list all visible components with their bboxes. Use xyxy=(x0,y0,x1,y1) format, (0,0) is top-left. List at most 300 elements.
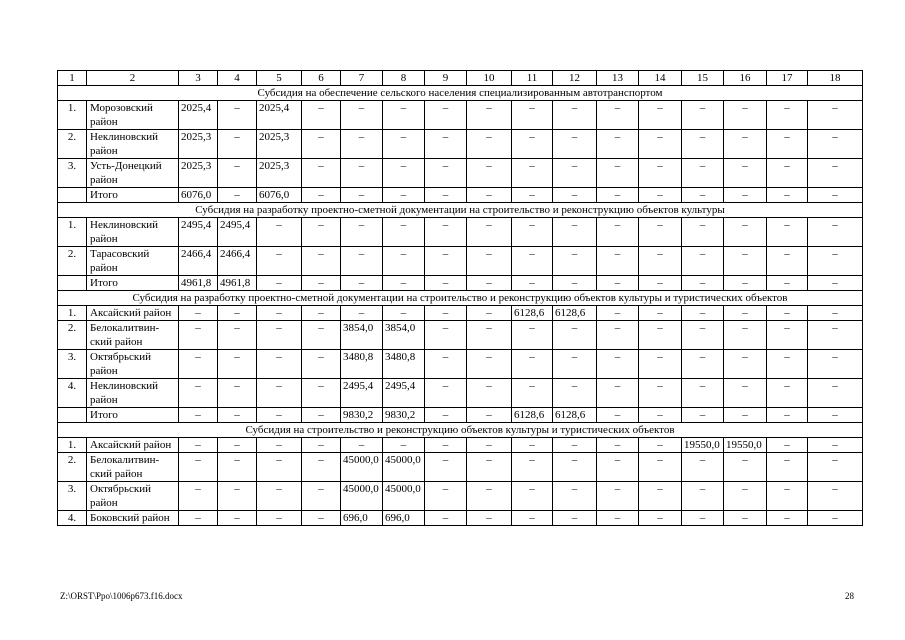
value-cell: – xyxy=(553,511,597,526)
value-cell: – xyxy=(767,218,808,247)
value-cell: – xyxy=(467,130,512,159)
column-number-cell: 4 xyxy=(218,71,257,86)
value-cell: – xyxy=(553,276,597,291)
value-cell: – xyxy=(218,482,257,511)
value-cell: 2025,3 xyxy=(179,159,218,188)
column-number-cell: 17 xyxy=(767,71,808,86)
value-cell: – xyxy=(724,276,767,291)
value-cell: – xyxy=(639,159,682,188)
value-cell: – xyxy=(302,159,341,188)
row-number-cell: 1. xyxy=(58,218,87,247)
value-cell: – xyxy=(512,350,553,379)
district-name-cell: Октябрьский район xyxy=(87,350,179,379)
value-cell: – xyxy=(553,218,597,247)
value-cell: – xyxy=(341,159,383,188)
page-number: 28 xyxy=(845,591,854,601)
district-name-cell: Аксайский район xyxy=(87,306,179,321)
value-cell: – xyxy=(767,130,808,159)
value-cell: – xyxy=(383,247,425,276)
value-cell: – xyxy=(767,453,808,482)
value-cell: – xyxy=(425,453,467,482)
value-cell: – xyxy=(512,321,553,350)
district-name-cell: Аксайский район xyxy=(87,438,179,453)
value-cell: – xyxy=(218,101,257,130)
section-title-row xyxy=(58,423,863,438)
value-cell: – xyxy=(425,276,467,291)
value-cell: – xyxy=(767,159,808,188)
value-cell: – xyxy=(597,511,639,526)
value-cell: – xyxy=(218,321,257,350)
value-cell: – xyxy=(425,511,467,526)
value-cell: – xyxy=(383,218,425,247)
value-cell: – xyxy=(767,101,808,130)
value-cell: – xyxy=(639,408,682,423)
value-cell: – xyxy=(808,408,863,423)
value-cell: 3480,8 xyxy=(383,350,425,379)
value-cell: – xyxy=(383,188,425,203)
value-cell: – xyxy=(218,511,257,526)
value-cell: – xyxy=(724,101,767,130)
value-cell: 19550,0 xyxy=(724,438,767,453)
value-cell: 45000,0 xyxy=(341,482,383,511)
value-cell: – xyxy=(302,438,341,453)
total-row xyxy=(58,188,863,203)
value-cell: – xyxy=(425,247,467,276)
section-title-row xyxy=(58,291,863,306)
value-cell: – xyxy=(724,408,767,423)
file-path: Z:\ORST\Ppo\1006p673.f16.docx xyxy=(60,591,183,601)
value-cell: – xyxy=(425,130,467,159)
value-cell: – xyxy=(425,438,467,453)
value-cell: 6128,6 xyxy=(553,306,597,321)
value-cell: – xyxy=(597,247,639,276)
row-number-cell: 1. xyxy=(58,306,87,321)
section-title: Субсидия на обеспечение сельского населения специализированным автотранспортом xyxy=(58,86,863,101)
value-cell: – xyxy=(808,379,863,408)
value-cell: – xyxy=(808,482,863,511)
value-cell: – xyxy=(639,511,682,526)
value-cell: – xyxy=(425,218,467,247)
value-cell: – xyxy=(302,408,341,423)
value-cell: – xyxy=(597,350,639,379)
value-cell: – xyxy=(808,247,863,276)
row-number-cell: 4. xyxy=(58,379,87,408)
value-cell: – xyxy=(302,101,341,130)
table-row xyxy=(58,379,863,408)
value-cell: – xyxy=(341,130,383,159)
value-cell: 2025,4 xyxy=(257,101,302,130)
column-number-cell: 13 xyxy=(597,71,639,86)
value-cell: – xyxy=(553,188,597,203)
value-cell: 4961,8 xyxy=(179,276,218,291)
value-cell: – xyxy=(553,247,597,276)
row-number-cell: 1. xyxy=(58,101,87,130)
value-cell: – xyxy=(218,438,257,453)
value-cell: – xyxy=(682,159,724,188)
table-row xyxy=(58,101,863,130)
value-cell: – xyxy=(257,247,302,276)
value-cell: – xyxy=(302,306,341,321)
value-cell: – xyxy=(767,482,808,511)
value-cell: – xyxy=(383,101,425,130)
value-cell: – xyxy=(639,306,682,321)
district-name-cell: Морозовский район xyxy=(87,101,179,130)
value-cell: – xyxy=(257,379,302,408)
value-cell: 2495,4 xyxy=(341,379,383,408)
value-cell: – xyxy=(383,130,425,159)
value-cell: – xyxy=(341,438,383,453)
value-cell: – xyxy=(425,408,467,423)
value-cell: 45000,0 xyxy=(383,453,425,482)
value-cell: 6076,0 xyxy=(257,188,302,203)
column-number-cell: 10 xyxy=(467,71,512,86)
value-cell: – xyxy=(597,438,639,453)
value-cell: – xyxy=(597,218,639,247)
value-cell: – xyxy=(218,188,257,203)
column-number-cell: 2 xyxy=(87,71,179,86)
value-cell: – xyxy=(467,453,512,482)
value-cell: – xyxy=(512,482,553,511)
district-name-cell: Тарасовский район xyxy=(87,247,179,276)
column-number-cell: 7 xyxy=(341,71,383,86)
value-cell: – xyxy=(553,482,597,511)
value-cell: – xyxy=(808,511,863,526)
value-cell: – xyxy=(179,453,218,482)
row-number-cell: 3. xyxy=(58,482,87,511)
row-number-cell: 1. xyxy=(58,438,87,453)
value-cell: – xyxy=(467,482,512,511)
value-cell: – xyxy=(467,379,512,408)
value-cell: – xyxy=(218,350,257,379)
value-cell: – xyxy=(724,453,767,482)
value-cell: – xyxy=(257,218,302,247)
value-cell: – xyxy=(425,350,467,379)
value-cell: – xyxy=(218,159,257,188)
table-row xyxy=(58,159,863,188)
district-name-cell: Усть-Донецкий район xyxy=(87,159,179,188)
value-cell: – xyxy=(179,408,218,423)
value-cell: – xyxy=(302,247,341,276)
value-cell: – xyxy=(808,453,863,482)
value-cell: – xyxy=(639,453,682,482)
value-cell: – xyxy=(639,101,682,130)
value-cell: – xyxy=(512,438,553,453)
value-cell: – xyxy=(179,306,218,321)
value-cell: – xyxy=(597,130,639,159)
value-cell: – xyxy=(639,482,682,511)
total-row xyxy=(58,408,863,423)
value-cell: – xyxy=(179,511,218,526)
column-number-cell: 5 xyxy=(257,71,302,86)
value-cell: – xyxy=(553,453,597,482)
value-cell: – xyxy=(302,379,341,408)
value-cell: – xyxy=(467,159,512,188)
value-cell: – xyxy=(597,101,639,130)
value-cell: 2025,3 xyxy=(179,130,218,159)
value-cell: – xyxy=(808,276,863,291)
value-cell: – xyxy=(425,188,467,203)
value-cell: – xyxy=(553,321,597,350)
value-cell: 2466,4 xyxy=(218,247,257,276)
value-cell: – xyxy=(179,379,218,408)
value-cell: – xyxy=(682,482,724,511)
value-cell: – xyxy=(639,247,682,276)
value-cell: – xyxy=(302,350,341,379)
value-cell: – xyxy=(724,247,767,276)
value-cell: 45000,0 xyxy=(341,453,383,482)
value-cell: – xyxy=(639,379,682,408)
value-cell: – xyxy=(682,188,724,203)
value-cell: – xyxy=(425,379,467,408)
column-number-cell: 14 xyxy=(639,71,682,86)
value-cell: – xyxy=(639,218,682,247)
value-cell: – xyxy=(218,379,257,408)
value-cell: – xyxy=(682,306,724,321)
value-cell: – xyxy=(767,321,808,350)
value-cell: 2495,4 xyxy=(179,218,218,247)
section-title-row xyxy=(58,86,863,101)
value-cell: 2495,4 xyxy=(218,218,257,247)
column-number-cell: 9 xyxy=(425,71,467,86)
value-cell: 3480,8 xyxy=(341,350,383,379)
column-number-cell: 18 xyxy=(808,71,863,86)
district-name-cell: Белокалитвин-ский район xyxy=(87,453,179,482)
value-cell: – xyxy=(682,247,724,276)
value-cell: – xyxy=(257,321,302,350)
value-cell: – xyxy=(218,130,257,159)
value-cell: – xyxy=(425,482,467,511)
district-name-cell: Итого xyxy=(87,408,179,423)
value-cell: – xyxy=(639,276,682,291)
value-cell: 6128,6 xyxy=(553,408,597,423)
column-number-cell: 6 xyxy=(302,71,341,86)
value-cell: 6128,6 xyxy=(512,408,553,423)
column-number-row xyxy=(58,71,863,86)
value-cell: – xyxy=(553,438,597,453)
value-cell: – xyxy=(383,276,425,291)
value-cell: – xyxy=(808,101,863,130)
district-name-cell: Итого xyxy=(87,188,179,203)
value-cell: – xyxy=(341,247,383,276)
district-name-cell: Неклиновский район xyxy=(87,130,179,159)
table-row xyxy=(58,130,863,159)
section-title-row xyxy=(58,203,863,218)
value-cell: – xyxy=(257,438,302,453)
value-cell: – xyxy=(467,350,512,379)
value-cell: 4961,8 xyxy=(218,276,257,291)
value-cell: – xyxy=(724,130,767,159)
value-cell: – xyxy=(341,306,383,321)
value-cell: – xyxy=(808,218,863,247)
column-number-cell: 3 xyxy=(179,71,218,86)
value-cell: – xyxy=(512,247,553,276)
section-title: Субсидия на разработку проектно-сметной документации на строительство и реконструкцию объектов культуры xyxy=(58,203,863,218)
value-cell: – xyxy=(302,321,341,350)
value-cell: – xyxy=(682,101,724,130)
row-number-cell xyxy=(58,276,87,291)
row-number-cell: 2. xyxy=(58,247,87,276)
value-cell: 3854,0 xyxy=(341,321,383,350)
value-cell: – xyxy=(257,350,302,379)
value-cell: – xyxy=(302,453,341,482)
value-cell: – xyxy=(682,130,724,159)
value-cell: – xyxy=(425,101,467,130)
value-cell: – xyxy=(257,276,302,291)
row-number-cell: 3. xyxy=(58,350,87,379)
table-body xyxy=(58,71,863,526)
value-cell: – xyxy=(597,408,639,423)
value-cell: – xyxy=(597,482,639,511)
value-cell: – xyxy=(512,130,553,159)
value-cell: – xyxy=(639,321,682,350)
value-cell: – xyxy=(597,379,639,408)
value-cell: – xyxy=(724,379,767,408)
value-cell: – xyxy=(682,511,724,526)
table-row xyxy=(58,482,863,511)
value-cell: – xyxy=(218,408,257,423)
value-cell: – xyxy=(724,159,767,188)
column-number-cell: 11 xyxy=(512,71,553,86)
value-cell: – xyxy=(302,511,341,526)
value-cell: – xyxy=(257,511,302,526)
value-cell: – xyxy=(179,321,218,350)
value-cell: – xyxy=(467,101,512,130)
total-row xyxy=(58,276,863,291)
value-cell: 6076,0 xyxy=(179,188,218,203)
table-row xyxy=(58,453,863,482)
district-name-cell: Октябрьский район xyxy=(87,482,179,511)
value-cell: – xyxy=(553,159,597,188)
value-cell: – xyxy=(808,188,863,203)
value-cell: – xyxy=(724,321,767,350)
column-number-cell: 1 xyxy=(58,71,87,86)
value-cell: – xyxy=(808,350,863,379)
value-cell: – xyxy=(553,379,597,408)
value-cell: – xyxy=(767,438,808,453)
value-cell: – xyxy=(425,321,467,350)
value-cell: 2025,3 xyxy=(257,130,302,159)
value-cell: – xyxy=(341,188,383,203)
column-number-cell: 16 xyxy=(724,71,767,86)
section-title: Субсидия на строительство и реконструкцию объектов культуры и туристических объектов xyxy=(58,423,863,438)
value-cell: 19550,0 xyxy=(682,438,724,453)
value-cell: – xyxy=(512,453,553,482)
value-cell: 2025,3 xyxy=(257,159,302,188)
value-cell: – xyxy=(512,159,553,188)
row-number-cell: 2. xyxy=(58,321,87,350)
value-cell: – xyxy=(467,511,512,526)
value-cell: – xyxy=(302,188,341,203)
value-cell: – xyxy=(553,350,597,379)
value-cell: – xyxy=(467,321,512,350)
value-cell: 2495,4 xyxy=(383,379,425,408)
value-cell: 2466,4 xyxy=(179,247,218,276)
value-cell: – xyxy=(767,511,808,526)
value-cell: 9830,2 xyxy=(383,408,425,423)
value-cell: – xyxy=(767,188,808,203)
value-cell: – xyxy=(724,482,767,511)
value-cell: – xyxy=(553,101,597,130)
value-cell: – xyxy=(767,350,808,379)
row-number-cell: 4. xyxy=(58,511,87,526)
value-cell: – xyxy=(257,453,302,482)
value-cell: – xyxy=(682,276,724,291)
value-cell: – xyxy=(257,306,302,321)
value-cell: – xyxy=(597,188,639,203)
value-cell: 696,0 xyxy=(383,511,425,526)
value-cell: – xyxy=(808,306,863,321)
subsidy-table xyxy=(57,70,863,526)
value-cell: – xyxy=(682,321,724,350)
value-cell: – xyxy=(597,159,639,188)
row-number-cell: 2. xyxy=(58,453,87,482)
value-cell: – xyxy=(467,247,512,276)
value-cell: – xyxy=(512,276,553,291)
table-row xyxy=(58,306,863,321)
row-number-cell xyxy=(58,188,87,203)
table-row xyxy=(58,321,863,350)
column-number-cell: 12 xyxy=(553,71,597,86)
value-cell: – xyxy=(512,511,553,526)
value-cell: – xyxy=(724,218,767,247)
value-cell: – xyxy=(302,482,341,511)
value-cell: – xyxy=(302,276,341,291)
table-row xyxy=(58,511,863,526)
value-cell: – xyxy=(639,130,682,159)
value-cell: – xyxy=(512,218,553,247)
value-cell: – xyxy=(808,321,863,350)
value-cell: – xyxy=(724,350,767,379)
value-cell: 45000,0 xyxy=(383,482,425,511)
section-title: Субсидия на разработку проектно-сметной документации на строительство и реконструкцию объектов культуры и туристических объектов xyxy=(58,291,863,306)
value-cell: – xyxy=(639,350,682,379)
value-cell: – xyxy=(383,438,425,453)
value-cell: 6128,6 xyxy=(512,306,553,321)
row-number-cell: 2. xyxy=(58,130,87,159)
table-row xyxy=(58,438,863,453)
value-cell: – xyxy=(767,379,808,408)
value-cell: – xyxy=(467,438,512,453)
value-cell: – xyxy=(467,306,512,321)
value-cell: – xyxy=(682,350,724,379)
district-name-cell: Неклиновский район xyxy=(87,218,179,247)
value-cell: – xyxy=(682,218,724,247)
row-number-cell xyxy=(58,408,87,423)
value-cell: – xyxy=(767,408,808,423)
value-cell: – xyxy=(553,130,597,159)
value-cell: – xyxy=(341,276,383,291)
value-cell: – xyxy=(724,511,767,526)
value-cell: – xyxy=(724,306,767,321)
district-name-cell: Итого xyxy=(87,276,179,291)
value-cell: – xyxy=(639,188,682,203)
value-cell: – xyxy=(302,130,341,159)
value-cell: – xyxy=(767,247,808,276)
value-cell: – xyxy=(218,453,257,482)
value-cell: – xyxy=(512,379,553,408)
district-name-cell: Белокалитвин-ский район xyxy=(87,321,179,350)
value-cell: – xyxy=(218,306,257,321)
value-cell: – xyxy=(257,408,302,423)
value-cell: – xyxy=(597,306,639,321)
value-cell: 9830,2 xyxy=(341,408,383,423)
value-cell: 2025,4 xyxy=(179,101,218,130)
district-name-cell: Боковский район xyxy=(87,511,179,526)
value-cell: – xyxy=(767,276,808,291)
row-number-cell: 3. xyxy=(58,159,87,188)
value-cell: – xyxy=(682,408,724,423)
value-cell: – xyxy=(425,159,467,188)
